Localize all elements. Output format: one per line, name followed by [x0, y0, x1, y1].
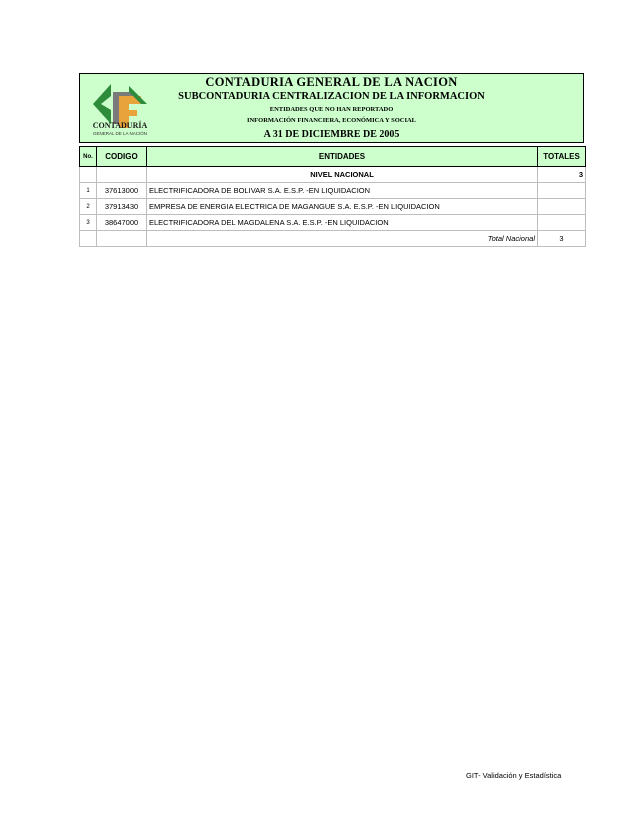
- empty-cell: [97, 167, 147, 183]
- report-line-3: ENTIDADES QUE NO HAN REPORTADO: [269, 106, 394, 113]
- row-number: 2: [80, 199, 97, 215]
- row-code: 38647000: [97, 215, 147, 231]
- column-header-code: CODIGO: [97, 147, 147, 167]
- page-footer: GIT- Validación y Estadística: [466, 771, 562, 780]
- report-line-4: INFORMACIÓN FINANCIERA, ECONÓMICA Y SOCIAL: [246, 117, 417, 124]
- row-total: [538, 215, 586, 231]
- report-subtitle: SUBCONTADURIA CENTRALIZACION DE LA INFORMACION: [178, 91, 485, 102]
- report-title: CONTADURIA GENERAL DE LA NACION: [205, 75, 458, 89]
- level-total: 3: [538, 167, 586, 183]
- row-total: [538, 183, 586, 199]
- total-label: Total Nacional: [147, 231, 538, 247]
- level-label: NIVEL NACIONAL: [147, 167, 538, 183]
- entities-table: [79, 146, 586, 247]
- total-value: 3: [538, 231, 586, 247]
- column-header-no: No.: [80, 147, 97, 167]
- row-entity: ELECTRIFICADORA DEL MAGDALENA S.A. E.S.P. -EN LIQUIDACION: [147, 215, 538, 231]
- total-row: [80, 231, 586, 247]
- table-row: [80, 199, 586, 215]
- row-entity: ELECTRIFICADORA DE BOLIVAR S.A. E.S.P. -EN LIQUIDACION: [147, 183, 538, 199]
- row-number: 1: [80, 183, 97, 199]
- report-header: [79, 73, 584, 143]
- report-date: A 31 DE DICIEMBRE DE 2005: [263, 129, 400, 140]
- table-row: [80, 183, 586, 199]
- empty-cell: [97, 231, 147, 247]
- row-code: 37613000: [97, 183, 147, 199]
- row-entity: EMPRESA DE ENERGIA ELECTRICA DE MAGANGUE S.A. E.S.P. -EN LIQUIDACION: [147, 199, 538, 215]
- logo-subtitle: GENERAL DE LA NACIÓN: [92, 131, 148, 136]
- column-header-entities: ENTIDADES: [147, 147, 538, 167]
- row-code: 37913430: [97, 199, 147, 215]
- empty-cell: [80, 231, 97, 247]
- column-header-totals: TOTALES: [538, 147, 586, 167]
- row-number: 3: [80, 215, 97, 231]
- table-row: [80, 215, 586, 231]
- level-row: [80, 167, 586, 183]
- empty-cell: [80, 167, 97, 183]
- row-total: [538, 199, 586, 215]
- table-header-row: [80, 147, 586, 167]
- logo-name: CONTADURÍA: [92, 121, 148, 130]
